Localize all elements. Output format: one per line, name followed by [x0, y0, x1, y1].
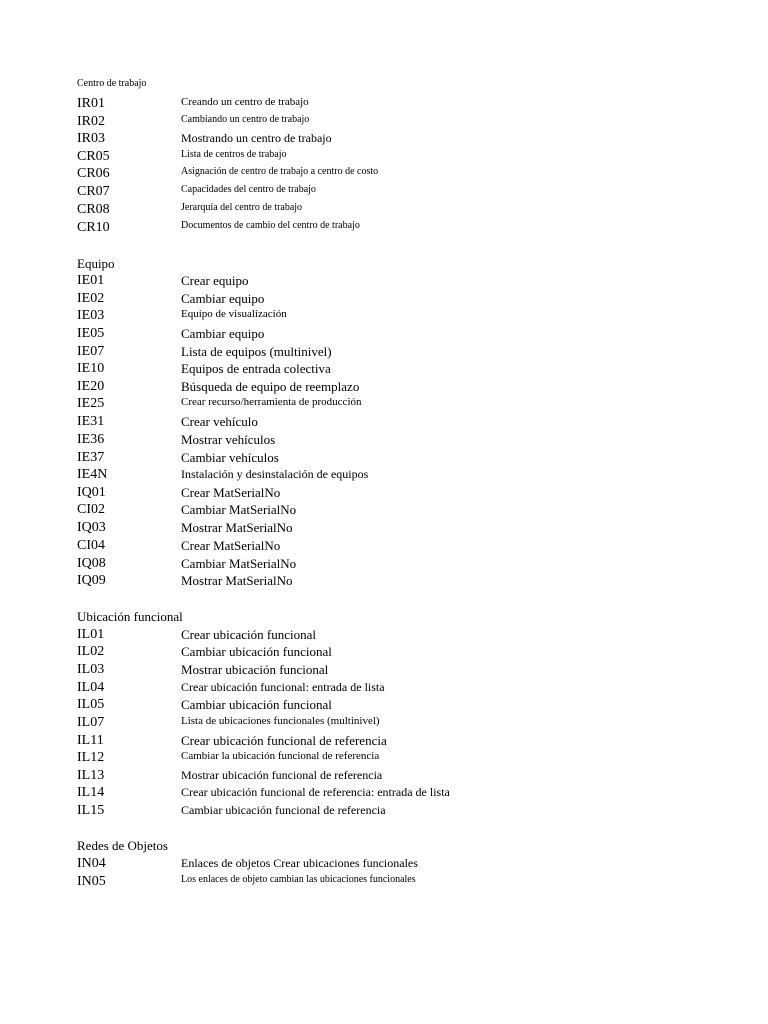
code-ie03: IE03 — [77, 308, 105, 323]
code-ie4n: IE4N — [77, 467, 108, 482]
desc-ci04: Crear MatSerialNo — [181, 538, 281, 553]
code-il01: IL01 — [77, 627, 105, 642]
code-ci02: CI02 — [77, 502, 105, 517]
code-ie25: IE25 — [77, 396, 105, 411]
desc-il11: Crear ubicación funcional de referencia — [181, 733, 387, 748]
desc-ci02: Cambiar MatSerialNo — [181, 502, 297, 517]
code-iq09: IQ09 — [77, 573, 106, 588]
desc-iq09: Mostrar MatSerialNo — [181, 573, 293, 588]
code-iq01: IQ01 — [77, 485, 106, 500]
code-ie01: IE01 — [77, 273, 105, 288]
desc-il07: Lista de ubicaciones funcionales (multinivel) — [181, 715, 380, 727]
desc-ie36: Mostrar vehículos — [181, 432, 276, 447]
desc-iq03: Mostrar MatSerialNo — [181, 520, 293, 535]
code-ie37: IE37 — [77, 450, 105, 465]
desc-ir03: Mostrando un centro de trabajo — [181, 131, 332, 145]
code-il07: IL07 — [77, 715, 105, 730]
code-il03: IL03 — [77, 662, 105, 677]
section-title-equipo: Equipo — [77, 256, 115, 271]
code-ci04: CI04 — [77, 538, 105, 553]
desc-in05: Los enlaces de objeto cambian las ubicaciones funcionales — [181, 874, 416, 885]
desc-cr07: Capacidades del centro de trabajo — [181, 184, 316, 195]
desc-iq01: Crear MatSerialNo — [181, 485, 281, 500]
desc-il03: Mostrar ubicación funcional — [181, 662, 329, 677]
code-il15: IL15 — [77, 803, 105, 818]
code-ie07: IE07 — [77, 344, 105, 359]
desc-il01: Crear ubicación funcional — [181, 627, 316, 642]
desc-ie20: Búsqueda de equipo de reemplazo — [181, 379, 360, 394]
code-iq03: IQ03 — [77, 520, 106, 535]
desc-ir01: Creando un centro de trabajo — [181, 96, 309, 108]
desc-il04: Crear ubicación funcional: entrada de lista — [181, 680, 385, 694]
desc-ie31: Crear vehículo — [181, 414, 258, 429]
desc-il13: Mostrar ubicación funcional de referencia — [181, 768, 383, 782]
code-ir01: IR01 — [77, 96, 105, 111]
code-iq08: IQ08 — [77, 556, 106, 571]
desc-il12: Cambiar la ubicación funcional de referencia — [181, 750, 380, 762]
code-ir02: IR02 — [77, 114, 105, 129]
code-il02: IL02 — [77, 644, 105, 659]
desc-in04: Enlaces de objetos Crear ubicaciones funcionales — [181, 856, 418, 870]
desc-ie37: Cambiar vehículos — [181, 450, 279, 465]
desc-il14: Crear ubicación funcional de referencia: entrada de lista — [181, 785, 450, 799]
section-title-centro-de-trabajo: Centro de trabajo — [77, 78, 147, 89]
code-il14: IL14 — [77, 785, 105, 800]
code-ir03: IR03 — [77, 131, 105, 146]
desc-ie4n: Instalación y desinstalación de equipos — [181, 467, 369, 481]
desc-ie02: Cambiar equipo — [181, 291, 265, 306]
code-ie20: IE20 — [77, 379, 105, 394]
desc-cr06: Asignación de centro de trabajo a centro de costo — [181, 166, 379, 177]
code-cr06: CR06 — [77, 166, 110, 181]
desc-il05: Cambiar ubicación funcional — [181, 697, 332, 712]
desc-ie03: Equipo de visualización — [181, 308, 287, 320]
code-ie02: IE02 — [77, 291, 105, 306]
code-il12: IL12 — [77, 750, 105, 765]
code-in04: IN04 — [77, 856, 106, 871]
desc-ir02: Cambiando un centro de trabajo — [181, 114, 310, 125]
desc-ie07: Lista de equipos (multinivel) — [181, 344, 332, 359]
code-ie31: IE31 — [77, 414, 105, 429]
desc-il15: Cambiar ubicación funcional de referencia — [181, 803, 386, 817]
code-ie05: IE05 — [77, 326, 105, 341]
desc-cr10: Documentos de cambio del centro de trabajo — [181, 220, 360, 231]
desc-ie10: Equipos de entrada colectiva — [181, 361, 331, 376]
code-cr05: CR05 — [77, 149, 110, 164]
desc-cr05: Lista de centros de trabajo — [181, 149, 287, 160]
desc-ie05: Cambiar equipo — [181, 326, 265, 341]
code-il05: IL05 — [77, 697, 105, 712]
desc-ie01: Crear equipo — [181, 273, 249, 288]
desc-iq08: Cambiar MatSerialNo — [181, 556, 297, 571]
code-il13: IL13 — [77, 768, 105, 783]
code-il11: IL11 — [77, 733, 104, 748]
code-il04: IL04 — [77, 680, 105, 695]
code-ie36: IE36 — [77, 432, 105, 447]
desc-cr08: Jerarquía del centro de trabajo — [181, 202, 303, 213]
code-cr08: CR08 — [77, 202, 110, 217]
desc-ie25: Crear recurso/herramienta de producción — [181, 396, 362, 408]
code-ie10: IE10 — [77, 361, 105, 376]
code-cr10: CR10 — [77, 220, 110, 235]
desc-il02: Cambiar ubicación funcional — [181, 644, 332, 659]
code-in05: IN05 — [77, 874, 106, 889]
section-title-redes-de-objetos: Redes de Objetos — [77, 838, 168, 853]
section-title-ubicacion-funcional: Ubicación funcional — [77, 609, 183, 624]
code-cr07: CR07 — [77, 184, 110, 199]
